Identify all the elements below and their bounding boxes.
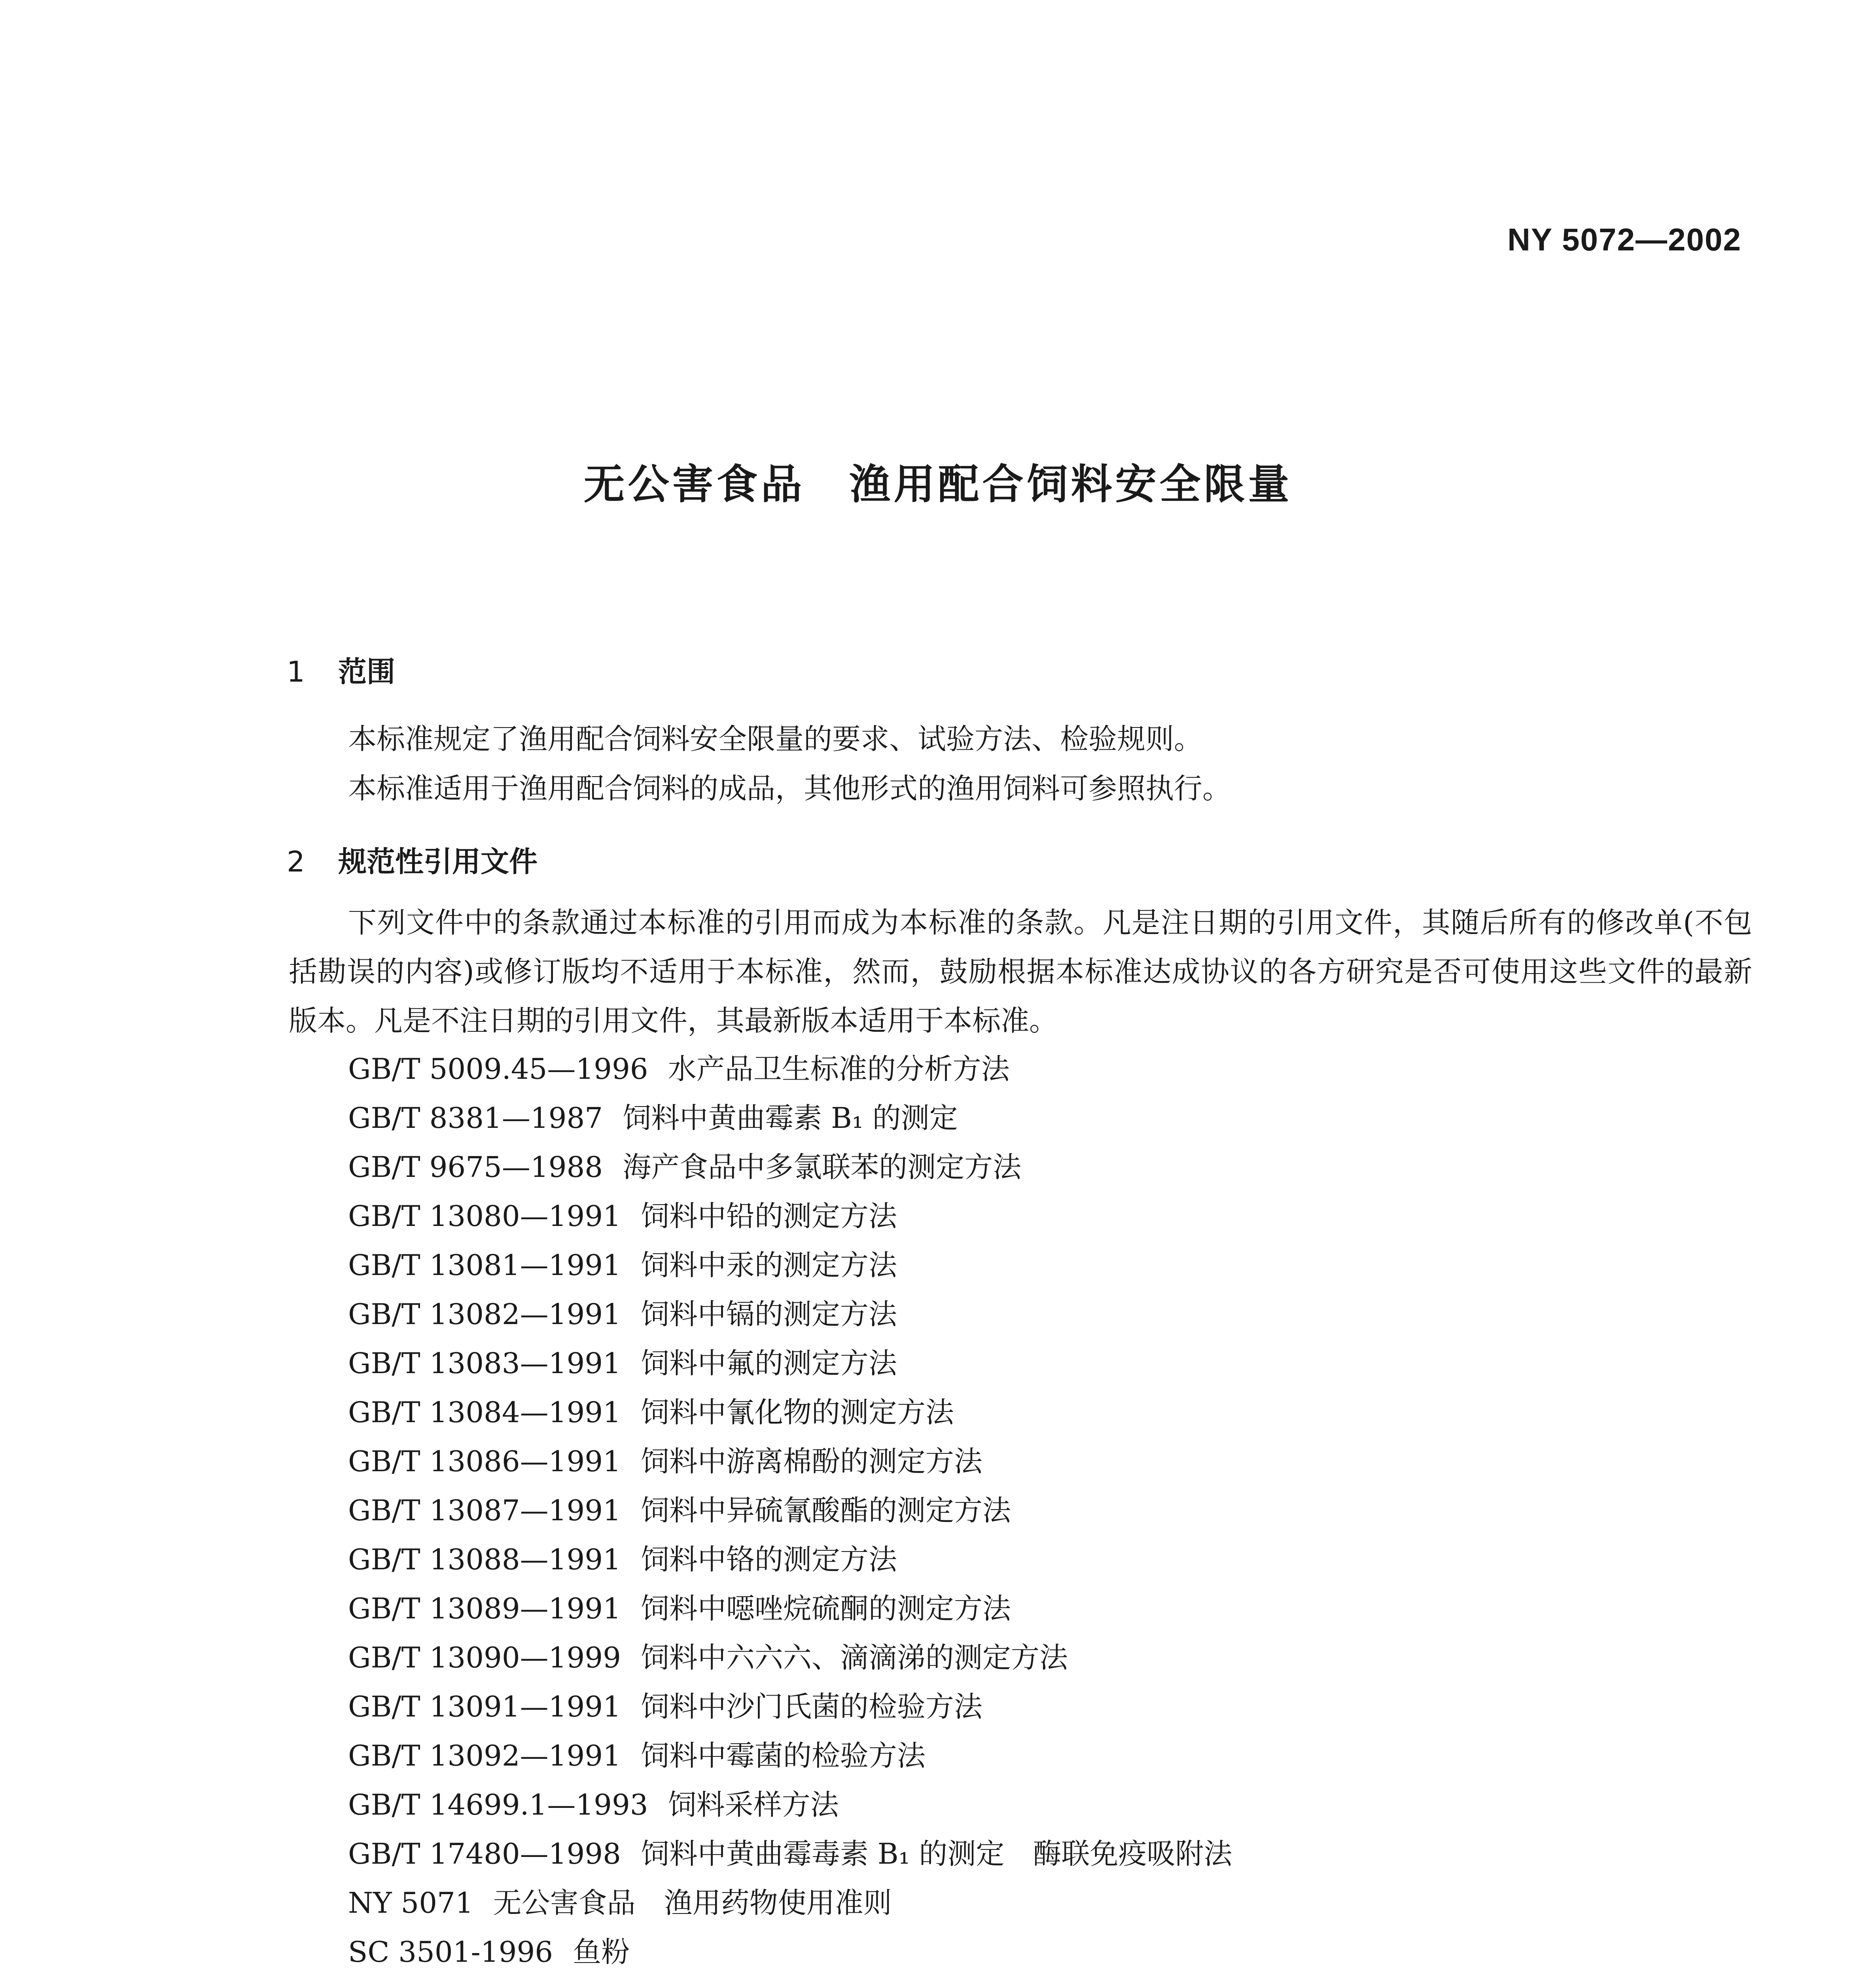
reference-title: 饲料中沙门氏菌的检验方法 xyxy=(640,1690,982,1723)
reference-item xyxy=(348,1142,1559,1192)
document-title: 无公害食品 渔用配合饲料安全限量 xyxy=(583,460,1293,508)
reference-code: GB/T 14699.1—1993 xyxy=(348,1788,648,1821)
reference-title: 饲料中氟的测定方法 xyxy=(640,1347,897,1380)
reference-code: GB/T 13083—1991 xyxy=(348,1347,621,1380)
reference-code: GB/T 13087—1991 xyxy=(348,1494,621,1527)
reference-title: 海产食品中多氯联苯的测定方法 xyxy=(623,1150,1022,1184)
reference-title: 无公害食品 渔用药物使用准则 xyxy=(493,1886,892,1919)
reference-item xyxy=(348,1535,1559,1584)
reference-code: GB/T 9675—1988 xyxy=(348,1150,603,1184)
section-title: 规范性引用文件 xyxy=(338,845,538,878)
reference-code: GB/T 13080—1991 xyxy=(348,1199,621,1233)
reference-code: GB/T 13088—1991 xyxy=(348,1543,621,1576)
reference-item xyxy=(348,1633,1559,1682)
reference-code: GB/T 17480—1998 xyxy=(348,1837,621,1870)
reference-item xyxy=(348,1780,1559,1829)
reference-title: 饲料中氰化物的测定方法 xyxy=(640,1396,954,1429)
section-number: 2 xyxy=(287,845,305,878)
reference-code: GB/T 13091—1991 xyxy=(348,1690,621,1723)
normative-references-list xyxy=(348,1044,1559,1978)
reference-title: 饲料中六六六、滴滴涕的测定方法 xyxy=(640,1641,1068,1674)
reference-code: GB/T 13090—1999 xyxy=(348,1641,621,1674)
reference-item xyxy=(348,1878,1559,1927)
paragraph: 本标准规定了渔用配合饲料安全限量的要求、试验方法、检验规则。 xyxy=(348,722,1203,756)
reference-title: 饲料中异硫氰酸酯的测定方法 xyxy=(640,1494,1011,1527)
paragraph: 本标准适用于渔用配合饲料的成品，其他形式的渔用饲料可参照执行。 xyxy=(348,772,1231,805)
reference-title: 饲料中铬的测定方法 xyxy=(640,1543,897,1576)
reference-code: GB/T 13084—1991 xyxy=(348,1396,621,1429)
reference-item xyxy=(348,1584,1559,1633)
reference-item xyxy=(348,1437,1559,1486)
reference-title: 饲料中镉的测定方法 xyxy=(640,1298,897,1331)
reference-item xyxy=(348,1829,1559,1878)
reference-item xyxy=(348,1339,1559,1388)
reference-item xyxy=(348,1290,1559,1339)
reference-code: GB/T 5009.45—1996 xyxy=(348,1052,648,1086)
reference-item xyxy=(348,1927,1559,1976)
document-code: NY 5072—2002 xyxy=(1507,222,1742,257)
references-intro-paragraph: 下列文件中的条款通过本标准的引用而成为本标准的条款。凡是注日期的引用文件，其随后所有的修改单(不包括勘误的内容)或修订版均不适用于本标准，然而，鼓励根据本标准达成协议的各方研究是否可使用这些文件的最新版本。凡是不注日期的引用文件，其最新版本适用于本标准。 xyxy=(289,906,1752,1037)
reference-code: GB/T 13086—1991 xyxy=(348,1445,621,1478)
reference-title: 饲料中汞的测定方法 xyxy=(640,1249,897,1282)
reference-title: 饲料中噁唑烷硫酮的测定方法 xyxy=(640,1592,1011,1625)
section-title: 范围 xyxy=(338,655,396,688)
reference-code: GB/T 13081—1991 xyxy=(348,1249,621,1282)
reference-item xyxy=(348,1731,1559,1780)
section-1-heading xyxy=(287,649,395,690)
reference-code: GB/T 13089—1991 xyxy=(348,1592,621,1625)
reference-item xyxy=(348,1486,1559,1535)
section-number: 1 xyxy=(287,655,305,688)
reference-title: 饲料中霉菌的检验方法 xyxy=(640,1739,926,1772)
reference-item xyxy=(348,1388,1559,1437)
reference-code: GB/T 8381—1987 xyxy=(348,1101,603,1135)
reference-code: GB/T 13092—1991 xyxy=(348,1739,621,1772)
reference-title: 饲料中黄曲霉毒素 B₁ 的测定 酶联免疫吸附法 xyxy=(640,1837,1232,1870)
reference-item xyxy=(348,1682,1559,1731)
reference-item xyxy=(348,1093,1559,1142)
reference-item xyxy=(348,1241,1559,1290)
reference-title: 饲料中铅的测定方法 xyxy=(640,1199,897,1233)
reference-code: GB/T 13082—1991 xyxy=(348,1298,621,1331)
reference-code: SC 3501-1996 xyxy=(348,1935,553,1969)
reference-code: NY 5071 xyxy=(348,1886,473,1919)
reference-title: 饲料中游离棉酚的测定方法 xyxy=(640,1445,982,1478)
reference-title: 饲料采样方法 xyxy=(668,1788,839,1821)
reference-title: 饲料中黄曲霉素 B₁ 的测定 xyxy=(623,1101,958,1135)
reference-title: 水产品卫生标准的分析方法 xyxy=(668,1052,1010,1086)
reference-item xyxy=(348,1976,1559,1978)
reference-item xyxy=(348,1044,1559,1093)
reference-item xyxy=(348,1192,1559,1241)
section-2-heading xyxy=(287,839,538,880)
reference-title: 鱼粉 xyxy=(573,1935,630,1969)
